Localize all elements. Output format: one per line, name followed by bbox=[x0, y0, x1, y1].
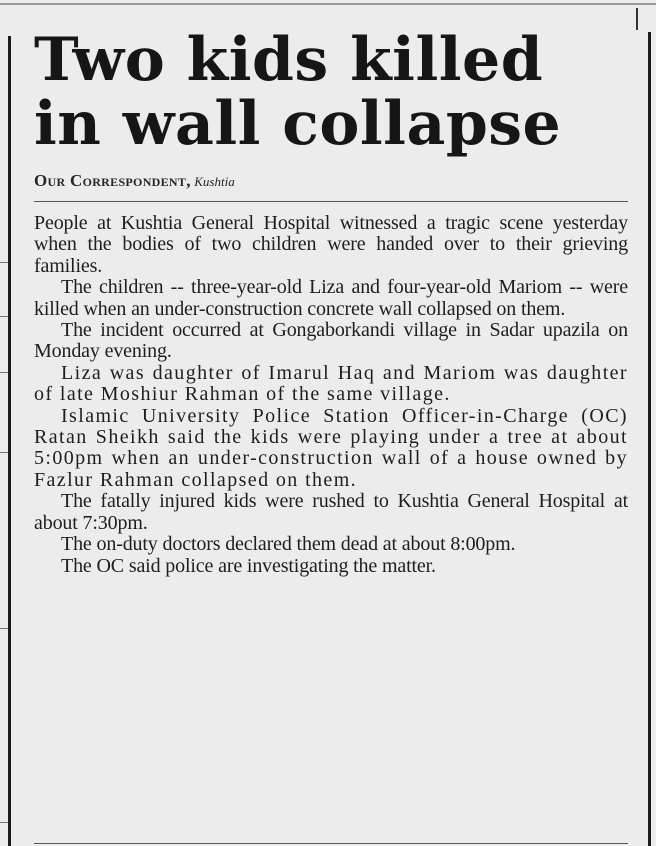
article-body bbox=[34, 213, 628, 577]
paragraph: Islamic University Police Station Officer-in-Charge (OC) Ratan Sheikh said the kids were playing under a tree at about 5:00pm when an under-construction wall of a house owned by Fazlur Rahman collapsed on them. bbox=[34, 404, 628, 491]
paragraph: The children -- three-year-old Liza and four-year-old Mariom -- were killed when an under-construction concrete wall collapsed on them. bbox=[34, 276, 628, 320]
article bbox=[34, 25, 628, 577]
adjacent-column-tick bbox=[0, 372, 8, 373]
adjacent-column-tick bbox=[0, 316, 8, 317]
adjacent-column-tick bbox=[0, 628, 8, 629]
paragraph: The on-duty doctors declared them dead at about 8:00pm. bbox=[61, 533, 516, 556]
paragraph: The OC said police are investigating the matter. bbox=[61, 554, 436, 577]
paragraph: The incident occurred at Gongaborkandi village in Sadar upazila on Monday evening. bbox=[34, 319, 628, 363]
adjacent-column-tick bbox=[0, 822, 8, 823]
right-column-rule bbox=[648, 32, 651, 846]
top-rule bbox=[0, 3, 656, 5]
left-column-rule bbox=[8, 36, 11, 846]
adjacent-column-tick bbox=[0, 262, 8, 263]
adjacent-column-tick bbox=[0, 452, 8, 453]
byline-correspondent: Our Correspondent, bbox=[34, 171, 191, 190]
paragraph: The fatally injured kids were rushed to Kushtia General Hospital at about 7:30pm. bbox=[34, 490, 628, 534]
headline: Two kids killed in wall collapse bbox=[34, 25, 562, 159]
bottom-rule bbox=[34, 843, 628, 844]
byline bbox=[34, 172, 628, 192]
byline-rule bbox=[34, 201, 628, 202]
paragraph: Liza was daughter of Imarul Haq and Mariom was daughter of late Moshiur Rahman of the same village. bbox=[34, 361, 628, 406]
byline-location: Kushtia bbox=[194, 174, 235, 189]
paragraph: People at Kushtia General Hospital witnessed a tragic scene yesterday when the bodies of two children were handed over to their grieving families. bbox=[34, 212, 628, 277]
right-column-rule-top bbox=[636, 8, 638, 30]
